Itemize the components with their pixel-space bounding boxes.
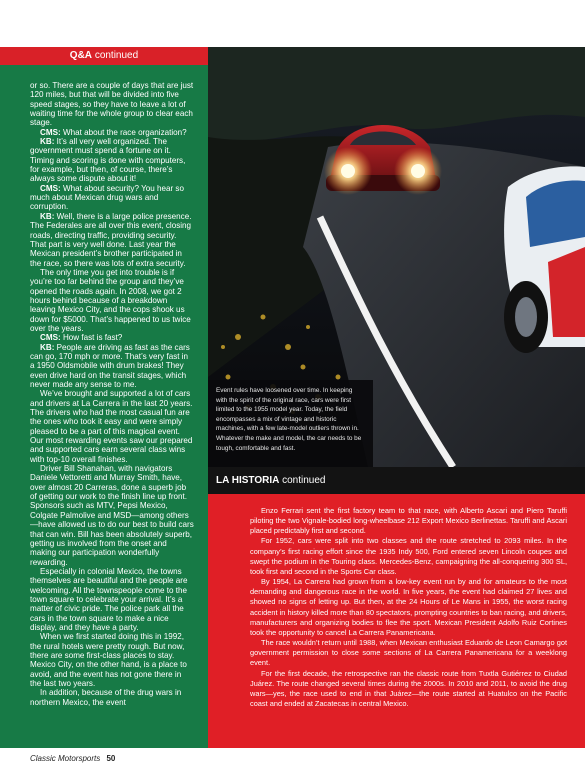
qa-paragraph: We’ve brought and supported a lot of cars and drivers at La Carrera in the last 20 years. The drivers who had the most casual fun are the ones who took it easy and were simply pleased to be a part of this magical event. Our most rewarding events saw our prepared and supported cars earn several class wins with top-10 overall finishes. bbox=[30, 389, 193, 464]
qa-paragraph: KB: People are driving as fast as the cars can go, 170 mph or more. That’s very fast in a 1950 Oldsmobile with drum brakes! They even drive hard on the transit stages, which never made any sense to me. bbox=[30, 342, 190, 389]
blue-race-car bbox=[504, 166, 585, 353]
historia-paragraph: By 1954, La Carrera had grown from a low-key event run by and for amateurs to the most demanding and dangerous race in the world. In five years, the event had claimed 27 lives and showed no signs of letting up. But then, at the 24 Hours of Le Mans in 1955, the worst racing accident in history killed more than 80 spectators, prompting countries to ban racing, and drivers, manufacturers and organizing bodies to flee the sport. Mexican President Adolfo Ruiz Cortines took the opportunity to cancel La Carrera Panamericana. bbox=[250, 577, 567, 637]
qa-header-label: Q&A bbox=[69, 50, 93, 61]
historia-paragraph: For 1952, cars were split into two classes and the route stretched to 2093 miles. In the company’s first racing effort since the 1935 Indy 500, Ford entered seven Lincoln coupes and swept the podium in the Touring class. Mercedes-Benz, campaigning the all-conquering 300 SL, took first and second in the Sports Car class. bbox=[250, 536, 567, 576]
page-footer bbox=[30, 754, 115, 763]
page-number: 50 bbox=[106, 754, 116, 763]
historia-paragraph: For the first decade, the retrospective ran the classic route from Tuxtla Gutiérrez to Ciudad Juárez. The route changed several times during the 2000s. In 2010 and 2011, to avoid the drug wars—yes, the race used to end in that Juárez—the route started at Huatulco on the Pacific coast and ended at Zacatecas in central Mexico. bbox=[250, 668, 567, 708]
qa-paragraph: The only time you get into trouble is if you’re too far behind the group and they’ve opened the roads again. In 2008, we got 2 hours behind because of a breakdown leaving Mexico City, and the cops shook us down for $5000. That’s happened to us twice over the years. bbox=[30, 267, 191, 333]
qa-column bbox=[0, 65, 208, 748]
qa-section-header bbox=[0, 47, 208, 65]
historia-header-suffix: continued bbox=[282, 475, 326, 486]
historia-header-label: LA HISTORIA bbox=[216, 475, 280, 486]
photo-caption-text: Event rules have loosened over time. In keeping with the spirit of the original race, cars were first limited to the 1955 model year. Today, the field encompasses a mix of vintage and historic machines, with a few late-model outliers thrown in. Whatever the make and model, the car needs to be tough, comfortable and fast. bbox=[216, 387, 362, 452]
qa-paragraph: CMS: How fast is fast? bbox=[40, 333, 123, 343]
photo-caption bbox=[208, 380, 373, 467]
qa-paragraph: Especially in colonial Mexico, the towns themselves are beautiful and the people are welcoming. All the townspeople come to the town square to celebrate your arrival. It’s a matter of civic pride. The police park all the cars in the town square to make a nice display, and they have a party. bbox=[30, 566, 188, 632]
qa-paragraph: When we first started doing this in 1992, the rural hotels were pretty rough. But now, there are some first-class places to stay. Mexico City, on the other hand, is a place to avoid, and the event has not gone there in the last two years. bbox=[30, 632, 187, 688]
qa-paragraph: CMS: What about the race organization? bbox=[40, 127, 187, 137]
historia-paragraph: Enzo Ferrari sent the first factory team to that race, with Alberto Ascari and Piero Taruffi piloting the two Vignale-bodied long-wheelbase 212 Export Mexico Berlinettas. Taruffi and Ascari placed predictably first and second. bbox=[250, 506, 567, 536]
qa-paragraph: KB: It’s all very well organized. The government must spend a fortune on it. Timing and scoring is done with computers, for example, but then, of course, there’s always some dispute about it! bbox=[30, 137, 186, 184]
qa-paragraph: In addition, because of the drug wars in northern Mexico, the event bbox=[30, 688, 182, 707]
qa-header-suffix: continued bbox=[94, 50, 139, 61]
qa-paragraph: or so. There are a couple of days that are just 120 miles, but that will be divided into five speed stages, so they have to leave a lot of waiting time for the whole group to clear each stage. bbox=[30, 81, 194, 128]
magazine-name: Classic Motorsports bbox=[30, 754, 101, 763]
qa-paragraph: Driver Bill Shanahan, with navigators Daniele Vettoretti and Murray Smith, have, over almost 20 Carreras, done a superb job of getting our work to the finish line up front. Sponsors such as MTV, Pepsi Mexico, Colgate Palmolive and MSD—among others—have allowed us to do our best to build cars that can win. Bill has been absolutely superb, getting us involved from the onset and making our participation wonderfully rewarding. bbox=[30, 464, 194, 567]
historia-column bbox=[208, 494, 585, 748]
historia-section-header bbox=[208, 467, 585, 494]
qa-paragraph: CMS: What about security? You hear so much about Mexican drug wars and corruption. bbox=[30, 183, 184, 212]
historia-paragraph: The race wouldn’t return until 1988, when Mexican enthusiast Eduardo de Leon Camargo got government permission to close some sections of La Carrera Panamericana for a weeklong event. bbox=[250, 638, 567, 668]
qa-paragraph: KB: Well, there is a large police presence. The Federales are all over this event, closing roads, directing traffic, providing security. That part is very well done. Last year the Mexican president’s brother participated in the race, so there was lots of extra security. bbox=[30, 211, 192, 268]
